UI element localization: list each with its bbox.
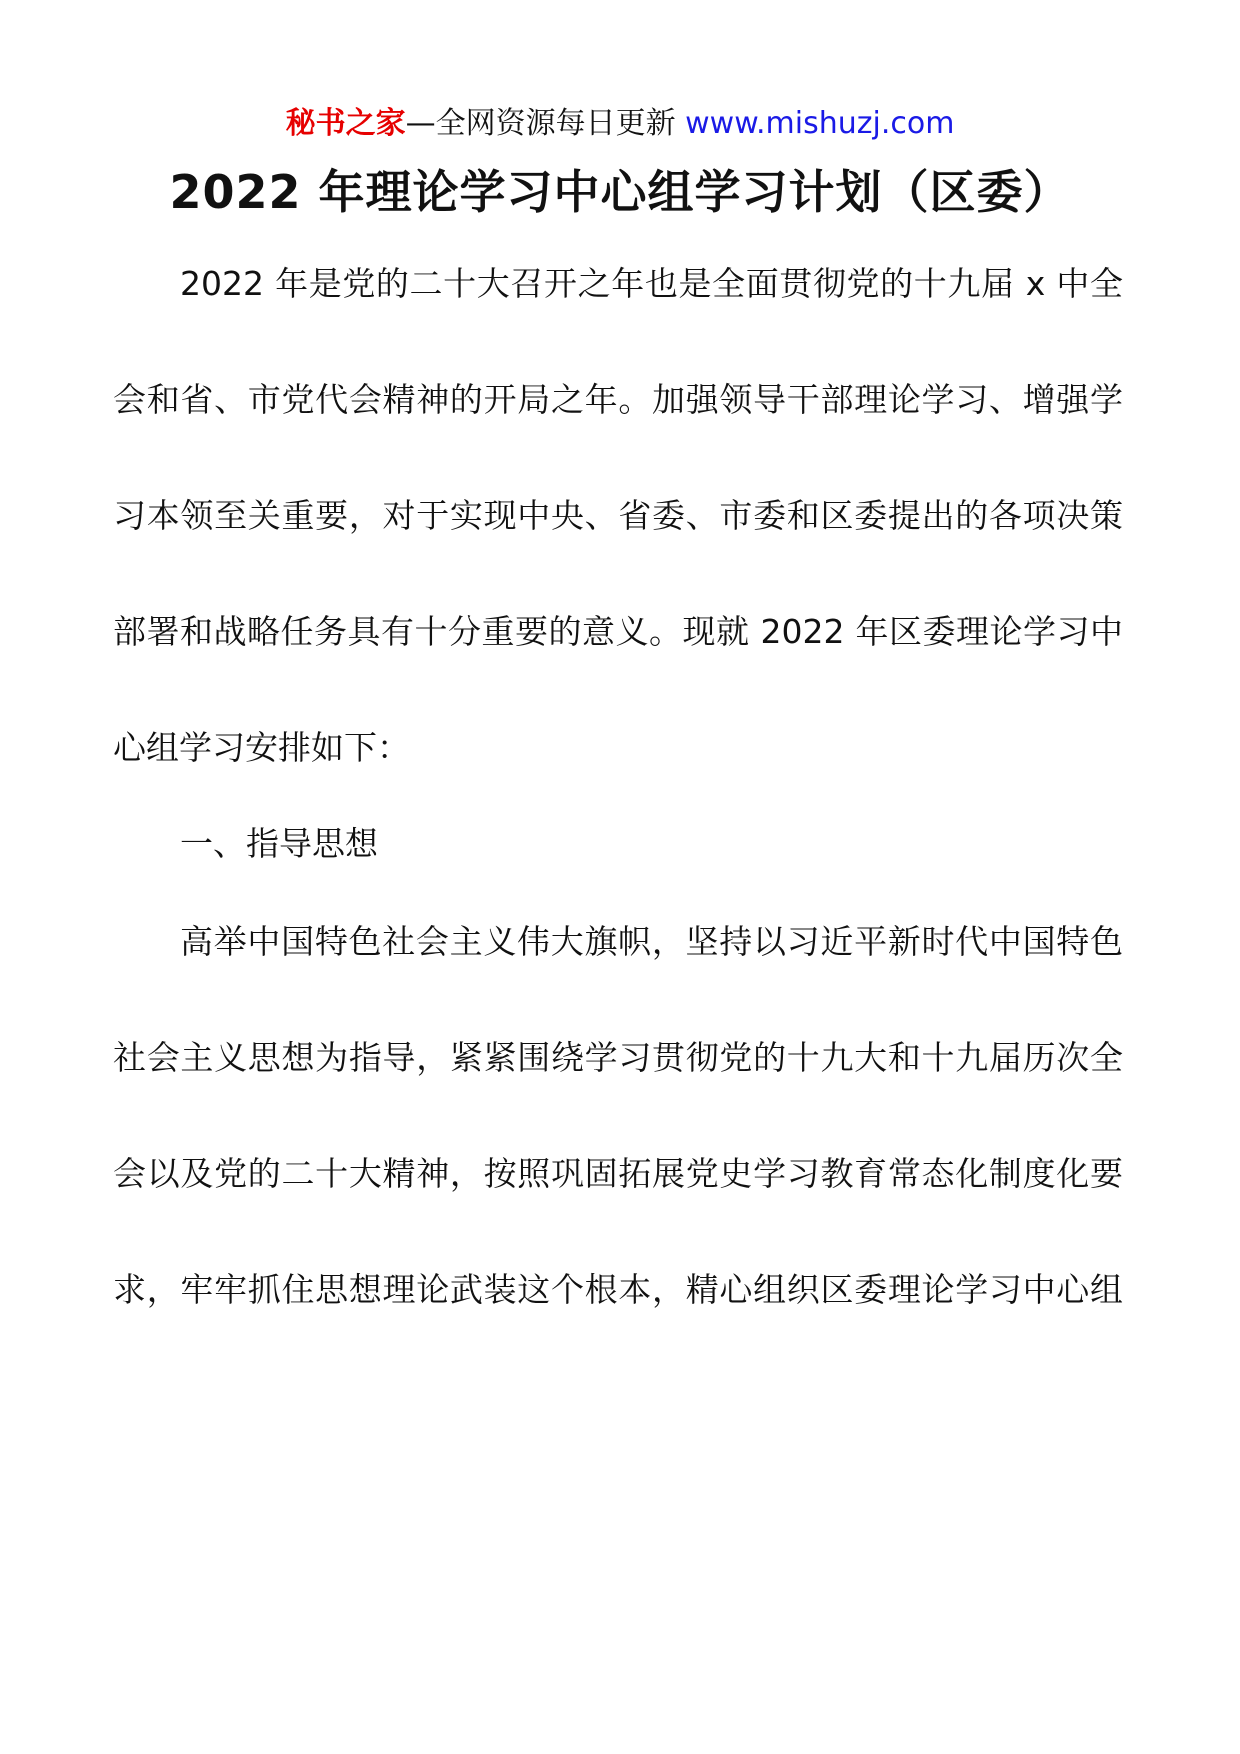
paragraph-line: 心组学习安排如下： [113,728,410,767]
paragraph-line: 求，牢牢抓住思想理论武装这个根本，精心组织区委理论学习中心组 [113,1270,1123,1309]
site-header [0,104,1240,144]
paragraph-line: 会和省、市党代会精神的开局之年。加强领导干部理论学习、增强学 [113,380,1123,419]
paragraph-line: 社会主义思想为指导，紧紧围绕学习贯彻党的十九大和十九届历次全 [113,1038,1123,1077]
paragraph-line: 部署和战略任务具有十分重要的意义。现就 2022 年区委理论学习中 [113,612,1123,651]
paragraph-line: 高举中国特色社会主义伟大旗帜，坚持以习近平新时代中国特色 [180,922,1123,961]
paragraph-line: 习本领至关重要，对于实现中央、省委、市委和区委提出的各项决策 [113,496,1123,535]
site-url[interactable]: www.mishuzj.com [685,106,955,141]
header-slogan: —全网资源每日更新 [405,106,686,141]
section-heading: 一、指导思想 [180,824,378,863]
paragraph-line: 2022 年是党的二十大召开之年也是全面贯彻党的十九届 x 中全 [180,264,1123,303]
document-title: 2022 年理论学习中心组学习计划（区委） [169,165,1071,219]
paragraph-line: 会以及党的二十大精神，按照巩固拓展党史学习教育常态化制度化要 [113,1154,1123,1193]
brand-name: 秘书之家 [285,106,406,141]
